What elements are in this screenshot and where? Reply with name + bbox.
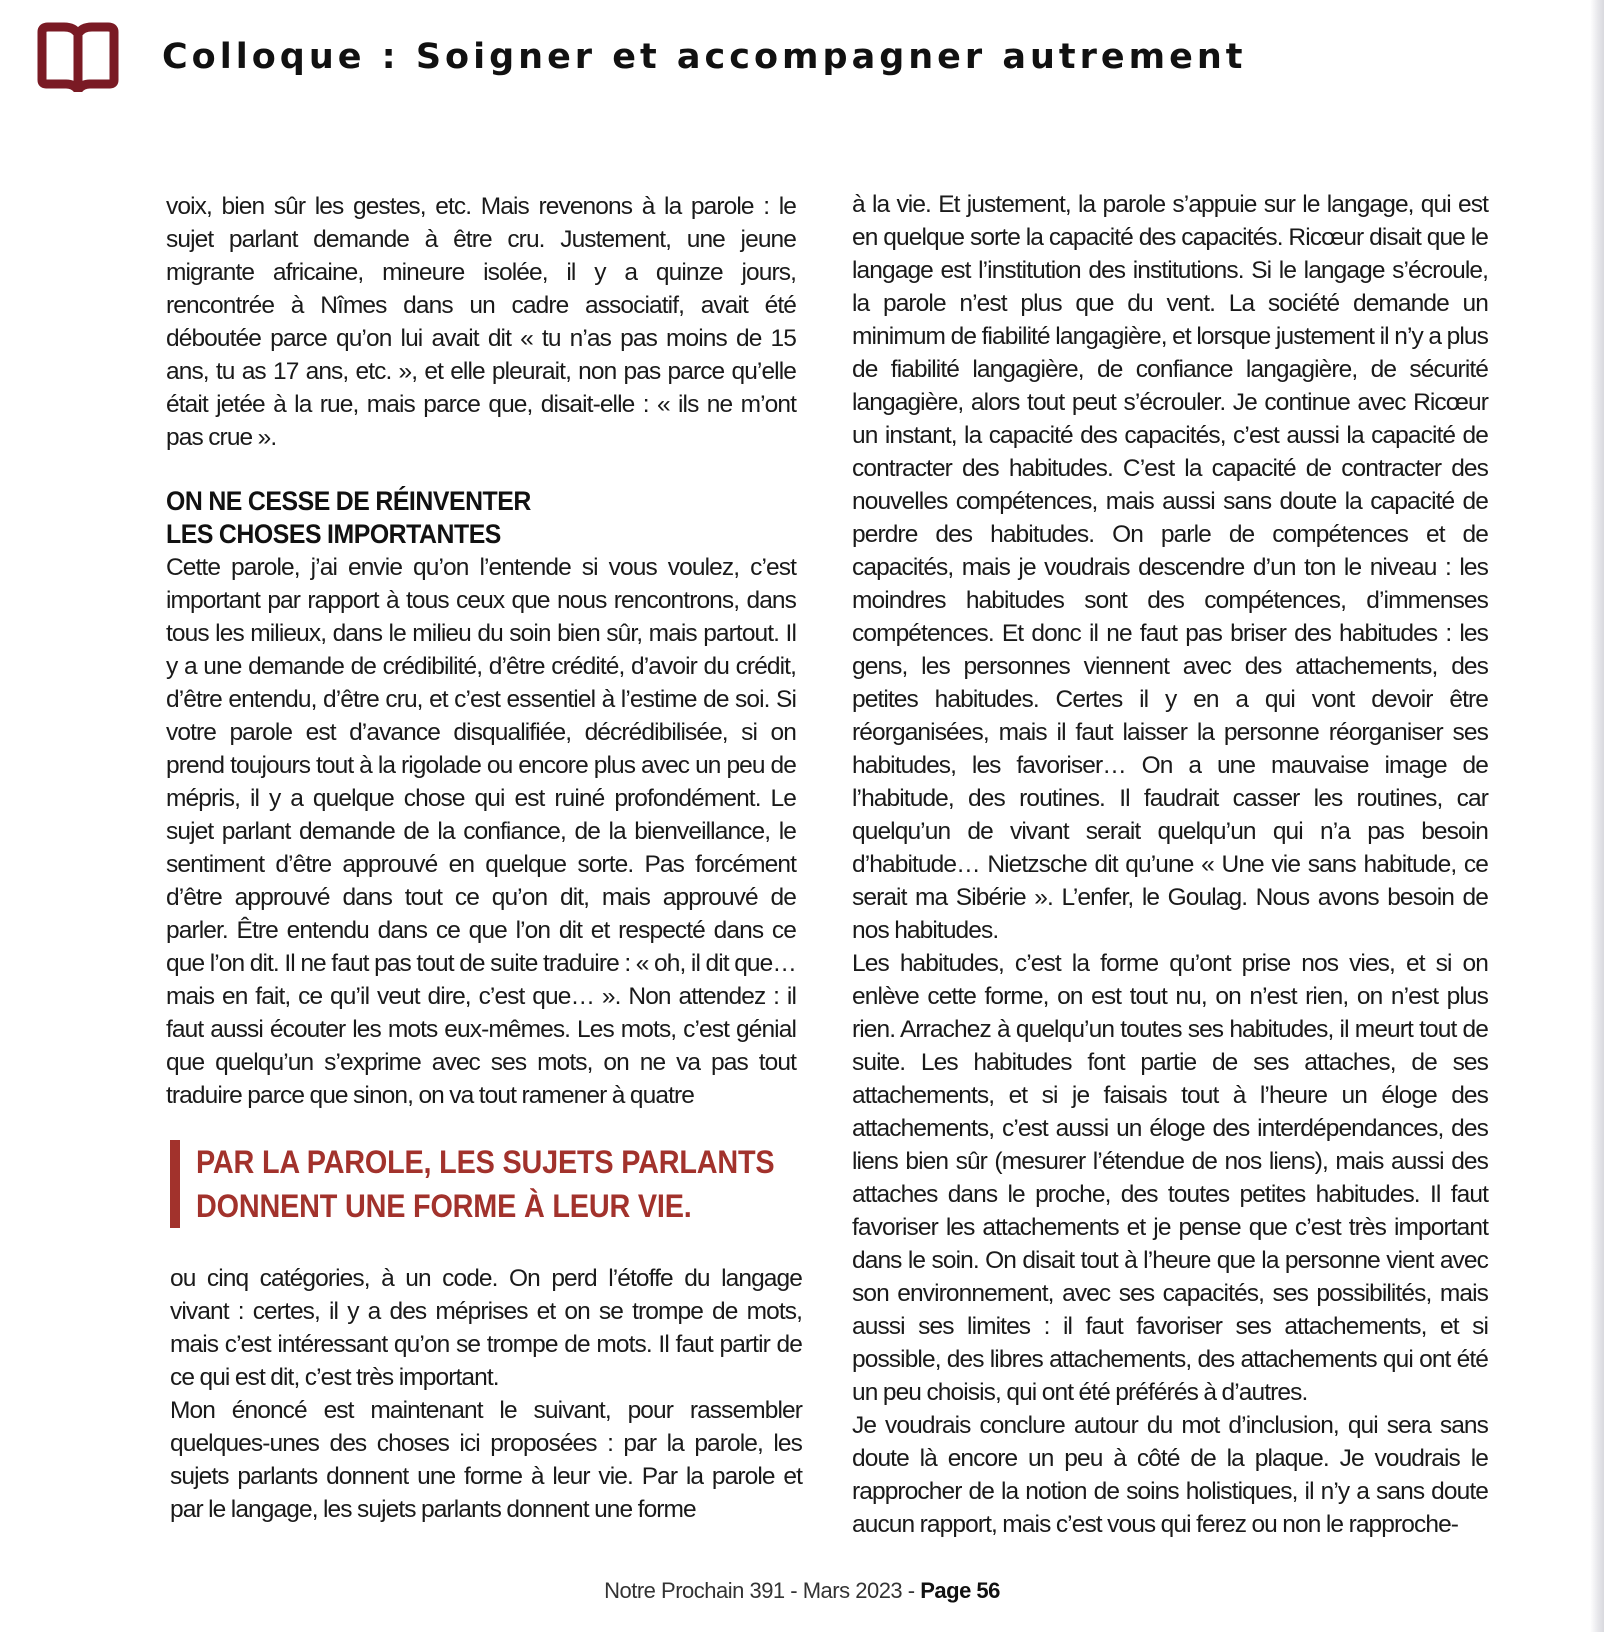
pull-quote-line2: DONNENT UNE FORME À LEUR VIE. — [196, 1188, 692, 1224]
open-book-icon — [34, 22, 122, 92]
page-edge-shadow — [1590, 0, 1604, 1632]
page-footer — [0, 1578, 1604, 1604]
right-paragraph-2: Les habitudes, c’est la forme qu’ont prise nos vies, et si on enlève cette forme, on est tout nu, on n’est rien, on n’est plus rien. Arrachez à quelqu’un toutes ses habitudes, il meurt tout de suite. Les habitudes font partie de ses attaches, de ses attachements, et si je faisais tout à l’heure un éloge des attachements, c’est aussi un éloge des interdépendances, des liens bien sûr (mesurer l’étendue de nos liens), mais aussi des attaches dans le proche, des toutes petites habitudes. Il faut favoriser les attachements et je pense que c’est très important dans le soin. On disait tout à l’heure que la personne vient avec son environnement, avec ses capacités, ses possibilités, mais aussi ses limites : il faut favoriser ses attachements, et si possible, des libres attachements, des attachements qui ont été un peu choisis, qui ont été préférés à d’autres. — [852, 950, 1488, 1406]
right-column — [852, 188, 1488, 1541]
page-header — [34, 22, 1246, 92]
section-paragraph: Cette parole, j’ai envie qu’on l’entende si vous voulez, c’est important par rapport à tous ceux que nous rencontrons, dans tous les milieux, dans le milieu du soin bien sûr, mais partout. Il y a une demande de crédibilité, d’être crédité, d’avoir du crédit, d’être entendu, d’être cru, et c’est essentiel à l’estime de soi. Si votre parole est d’avance disqualifiée, décrédibilisée, si on prend toujours tout à la rigolade ou encore plus avec un peu de mépris, il y a quelque chose qui est ruiné profondément. Le sujet parlant demande de la confiance, de la bienveillance, le sentiment d’être approuvé en quelque sorte. Pas forcément d’être approuvé dans tout ce qu’on dit, mais approuvé de parler. Être entendu dans ce que l’on dit et respecté dans ce que l’on dit. Il ne faut pas tout de suite traduire : « oh, il dit que… mais en fait, ce qu’il veut dire, c’est que… ». Non attendez : il faut aussi écouter les mots eux-mêmes. Les mots, c’est génial que quelqu’un s’exprime avec ses mots, on ne va pas tout traduire parce que sinon, on va tout ramener à quatre — [166, 554, 796, 1109]
page-title: Colloque : Soigner et accompagner autrement — [162, 37, 1247, 77]
after-quote-paragraph-1: ou cinq catégories, à un code. On perd l’étoffe du langage vivant : certes, il y a des méprises et on se trompe de mots, mais c’est intéressant qu’on se trompe de mots. Il faut partir de ce qui est dit, c’est très important. — [170, 1265, 802, 1391]
intro-paragraph: voix, bien sûr les gestes, etc. Mais revenons à la parole : le sujet parlant demande à être cru. Justement, une jeune migrante africaine, mineure isolée, il y a quinze jours, rencontrée à Nîmes dans un cadre associatif, avait été déboutée parce qu’on lui avait dit « tu n’as pas moins de 15 ans, tu as 17 ans, etc. », et elle pleurait, non pas parce qu’elle était jetée à la rue, mais parce que, disait-elle : « ils ne m’ont pas crue ». — [166, 193, 796, 451]
section-heading-line1: ON NE CESSE DE RÉINVENTER — [166, 486, 531, 516]
left-column-continued — [170, 1262, 802, 1526]
right-paragraph-3: Je voudrais conclure autour du mot d’inclusion, qui sera sans doute là encore un peu à côté de la plaque. Je voudrais le rapprocher de la notion de soins holistiques, il n’y a sans doute aucun rapport, mais c’est vous qui ferez ou non le rapproche- — [852, 1412, 1488, 1538]
pull-quote-line1: PAR LA PAROLE, LES SUJETS PARLANTS — [196, 1144, 775, 1180]
after-quote-paragraph-2: Mon énoncé est maintenant le suivant, pour rassembler quelques-unes des choses ici proposées : par la parole, les sujets parlants donnent une forme à leur vie. Par la parole et par le langage, les sujets parlants donnent une forme — [170, 1397, 802, 1523]
left-column — [166, 190, 796, 1112]
pull-quote — [170, 1140, 836, 1228]
right-paragraph-1: à la vie. Et justement, la parole s’appuie sur le langage, qui est en quelque sorte la capacité des capacités. Ricœur disait que le langage est l’institution des institutions. Si le langage s’écroule, la parole n’est plus que du vent. La société demande un minimum de fiabilité langagière, et lorsque justement il n’y a plus de fiabilité langagière, de confiance langagière, de sécurité langagière, alors tout peut s’écrouler. Je continue avec Ricœur un instant, la capacité des capacités, c’est aussi la capacité de contracter des habitudes. C’est la capacité de contracter des nouvelles compétences, mais aussi sans doute la capacité de perdre des habitudes. On parle de compétences et de capacités, mais je voudrais descendre d’un ton le niveau : les moindres habitudes sont des compétences, d’immenses compétences. Et donc il ne faut pas briser des habitudes : les gens, les personnes viennent avec des attachements, des petites habitudes. Certes il y en a qui vont devoir être réorganisées, mais il faut laisser la personne réorganiser ses habitudes, les favoriser… On a une mauvaise image de l’habitude, des routines. Il faudrait casser les routines, car quelqu’un de vivant serait quelqu’un qui n’a pas besoin d’habitude… Nietzsche dit qu’une « Une vie sans habitude, ce serait ma Sibérie ». L’enfer, le Goulag. Nous avons besoin de nos habitudes. — [852, 191, 1488, 944]
footer-page-number: Page 56 — [920, 1578, 1000, 1603]
section-heading — [166, 485, 746, 551]
footer-publication: Notre Prochain 391 - Mars 2023 - — [604, 1578, 921, 1603]
section-heading-line2: LES CHOSES IMPORTANTES — [166, 519, 501, 549]
